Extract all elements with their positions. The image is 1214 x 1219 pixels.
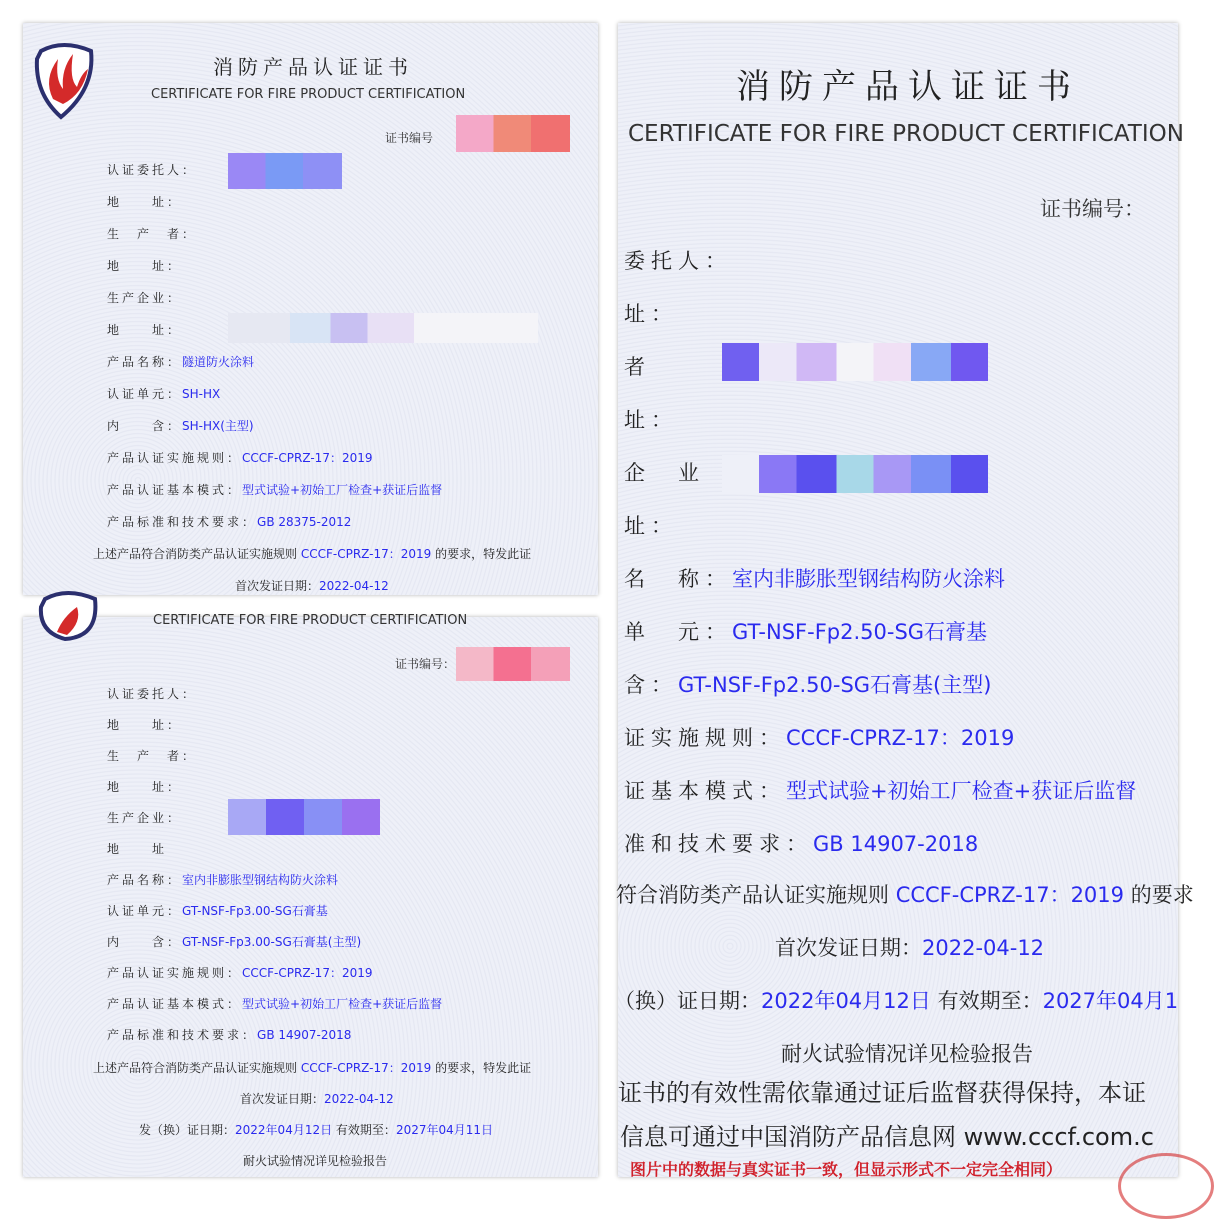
field-label: 内 含： bbox=[107, 935, 183, 949]
report-note: 耐火试验情况详见检验报告 bbox=[781, 1042, 1033, 1066]
field-value: SH-HX bbox=[182, 387, 221, 401]
certificate-image-1 bbox=[23, 23, 598, 595]
field-row bbox=[107, 840, 167, 857]
field-row bbox=[107, 871, 338, 888]
field-value: CCCF-CPRZ-17：2019 bbox=[242, 966, 373, 980]
reissue-date: （换）证日期：2022年04月12日 有效期至：2027年04月1 bbox=[614, 989, 1179, 1013]
validity-note: 证书的有效性需依靠通过证后监督获得保持，本证 bbox=[618, 1079, 1146, 1107]
field-row bbox=[624, 828, 978, 858]
field-label: 址： bbox=[624, 302, 678, 326]
cert-number-label: 证书编号： bbox=[1040, 197, 1145, 221]
first-issue-date: 首次发证日期：2022-04-12 bbox=[775, 936, 1045, 960]
field-value: GT-NSF-Fp2.50-SG石膏基(主型) bbox=[678, 673, 992, 697]
statement: 上述产品符合消防类产品认证实施规则 CCCF-CPRZ-17：2019 的要求，特发此证 bbox=[93, 1061, 532, 1075]
field-row bbox=[107, 964, 373, 981]
certificate-subtitle: CERTIFICATE FOR FIRE PRODUCT CERTIFICATION bbox=[153, 613, 468, 628]
disclaimer: 图片中的数据与真实证书一致，但显示形式不一定完全相同） bbox=[630, 1160, 1063, 1179]
field-row bbox=[107, 289, 182, 306]
field-value: GB 14907-2018 bbox=[813, 832, 979, 856]
field-label: 认证委托人： bbox=[107, 687, 198, 701]
first-issue-date: 首次发证日期：2022-04-12 bbox=[235, 579, 389, 593]
field-value: GT-NSF-Fp3.00-SG石膏基(主型) bbox=[182, 935, 362, 949]
field-label: 产品名称： bbox=[107, 873, 183, 887]
field-label: 产品认证实施规则： bbox=[107, 451, 243, 465]
field-value: 室内非膨胀型钢结构防火涂料 bbox=[732, 567, 1005, 591]
field-row bbox=[624, 298, 678, 328]
certificate-subtitle: CERTIFICATE FOR FIRE PRODUCT CERTIFICATION bbox=[151, 87, 466, 102]
certificate-title: 消防产品认证证书 bbox=[736, 67, 1080, 107]
field-value: CCCF-CPRZ-17：2019 bbox=[242, 451, 373, 465]
field-row bbox=[107, 902, 328, 919]
field-value: CCCF-CPRZ-17：2019 bbox=[786, 726, 1015, 750]
field-label: 生产企业： bbox=[107, 811, 183, 825]
field-value: 室内非膨胀型钢结构防火涂料 bbox=[182, 873, 339, 887]
field-row bbox=[107, 449, 373, 466]
field-row bbox=[624, 510, 678, 540]
field-label: 准和技术要求： bbox=[624, 832, 813, 856]
field-row bbox=[624, 616, 987, 646]
cert-number-label: 证书编号 bbox=[385, 131, 434, 145]
field-value: GT-NSF-Fp3.00-SG石膏基 bbox=[182, 904, 328, 918]
field-row bbox=[624, 351, 651, 381]
field-label: 地 址： bbox=[107, 259, 183, 273]
field-row bbox=[107, 353, 254, 370]
certificate-subtitle: CERTIFICATE FOR FIRE PRODUCT CERTIFICATION bbox=[628, 121, 1184, 147]
field-row bbox=[107, 225, 197, 242]
field-value: GT-NSF-Fp2.50-SG石膏基 bbox=[732, 620, 988, 644]
field-row bbox=[624, 563, 1005, 593]
field-row bbox=[107, 933, 361, 950]
field-label: 证实施规则： bbox=[624, 726, 786, 750]
field-row bbox=[107, 778, 182, 795]
cert-number-label: 证书编号： bbox=[395, 657, 456, 671]
field-row bbox=[107, 481, 442, 498]
fire-shield-logo-icon bbox=[33, 39, 95, 119]
field-label: 认证委托人： bbox=[107, 163, 198, 177]
field-row bbox=[624, 245, 732, 275]
field-label: 地 址： bbox=[107, 195, 183, 209]
field-label: 含： bbox=[624, 673, 678, 697]
cert-number-redacted bbox=[456, 647, 570, 681]
field-row bbox=[107, 161, 197, 178]
field-label: 委托人： bbox=[624, 249, 732, 273]
field-row bbox=[107, 417, 254, 434]
field-row bbox=[624, 722, 1014, 752]
field-label: 者 bbox=[624, 355, 651, 379]
field-label: 单 元： bbox=[624, 620, 732, 644]
field-value: GB 14907-2018 bbox=[257, 1028, 352, 1042]
red-seal-stamp bbox=[1118, 1153, 1214, 1219]
info-note: 信息可通过中国消防产品信息网 www.cccf.com.c bbox=[620, 1123, 1154, 1151]
field-value: 隧道防火涂料 bbox=[182, 355, 255, 369]
fire-shield-logo-icon bbox=[37, 587, 99, 641]
reissue-date: 发（换）证日期：2022年04月12日 有效期至：2027年04月11日 bbox=[139, 1123, 494, 1137]
redacted-block bbox=[228, 313, 538, 343]
field-row bbox=[107, 716, 182, 733]
redacted-block bbox=[722, 343, 988, 381]
field-label: 产品标准和技术要求： bbox=[107, 1028, 258, 1042]
certificate-title: 消防产品认证证书 bbox=[213, 55, 413, 79]
field-label: 认证单元： bbox=[107, 387, 183, 401]
field-value: 型式试验+初始工厂检查+获证后监督 bbox=[242, 483, 443, 497]
redacted-block bbox=[722, 455, 988, 493]
certificate-image-3-zoomed bbox=[614, 23, 1194, 1179]
field-row bbox=[107, 193, 182, 210]
statement: 符合消防类产品认证实施规则 CCCF-CPRZ-17：2019 的要求 bbox=[616, 883, 1194, 907]
statement: 上述产品符合消防类产品认证实施规则 CCCF-CPRZ-17：2019 的要求，特发此证 bbox=[93, 547, 532, 561]
field-row bbox=[107, 685, 197, 702]
cert-number-redacted bbox=[456, 115, 570, 152]
field-row bbox=[107, 513, 351, 530]
field-label: 址： bbox=[624, 408, 678, 432]
field-label: 生 产 者： bbox=[107, 749, 198, 763]
field-label: 产品标准和技术要求： bbox=[107, 515, 258, 529]
redacted-block bbox=[228, 153, 342, 189]
field-label: 内 含： bbox=[107, 419, 183, 433]
field-row bbox=[107, 809, 182, 826]
field-row bbox=[107, 747, 197, 764]
field-row bbox=[624, 775, 1136, 805]
field-value: GB 28375-2012 bbox=[257, 515, 352, 529]
field-label: 认证单元： bbox=[107, 904, 183, 918]
field-label: 生 产 者： bbox=[107, 227, 198, 241]
field-label: 地 址： bbox=[107, 718, 183, 732]
field-label: 产品认证基本模式： bbox=[107, 997, 243, 1011]
certificate-image-2 bbox=[23, 613, 598, 1177]
field-label: 企 业 bbox=[624, 461, 705, 485]
field-label: 生产企业： bbox=[107, 291, 183, 305]
field-label: 产品名称： bbox=[107, 355, 183, 369]
redacted-block bbox=[228, 799, 380, 835]
field-row bbox=[107, 321, 182, 338]
field-label: 产品认证基本模式： bbox=[107, 483, 243, 497]
field-row bbox=[624, 669, 991, 699]
field-value: 型式试验+初始工厂检查+获证后监督 bbox=[786, 779, 1137, 803]
field-label: 证基本模式： bbox=[624, 779, 786, 803]
field-label: 址： bbox=[624, 514, 678, 538]
field-label: 地 址： bbox=[107, 780, 183, 794]
field-row bbox=[624, 457, 705, 487]
field-row bbox=[107, 385, 220, 402]
field-row bbox=[107, 995, 442, 1012]
field-value: SH-HX(主型) bbox=[182, 419, 254, 433]
field-row bbox=[107, 257, 182, 274]
field-row bbox=[624, 404, 678, 434]
first-issue-date: 首次发证日期：2022-04-12 bbox=[240, 1092, 394, 1106]
field-label: 地 址 bbox=[107, 842, 168, 856]
field-label: 地 址： bbox=[107, 323, 183, 337]
field-value: 型式试验+初始工厂检查+获证后监督 bbox=[242, 997, 443, 1011]
field-label: 名 称： bbox=[624, 567, 732, 591]
field-row bbox=[107, 1026, 351, 1043]
field-label: 产品认证实施规则： bbox=[107, 966, 243, 980]
report-note: 耐火试验情况详见检验报告 bbox=[243, 1154, 388, 1168]
